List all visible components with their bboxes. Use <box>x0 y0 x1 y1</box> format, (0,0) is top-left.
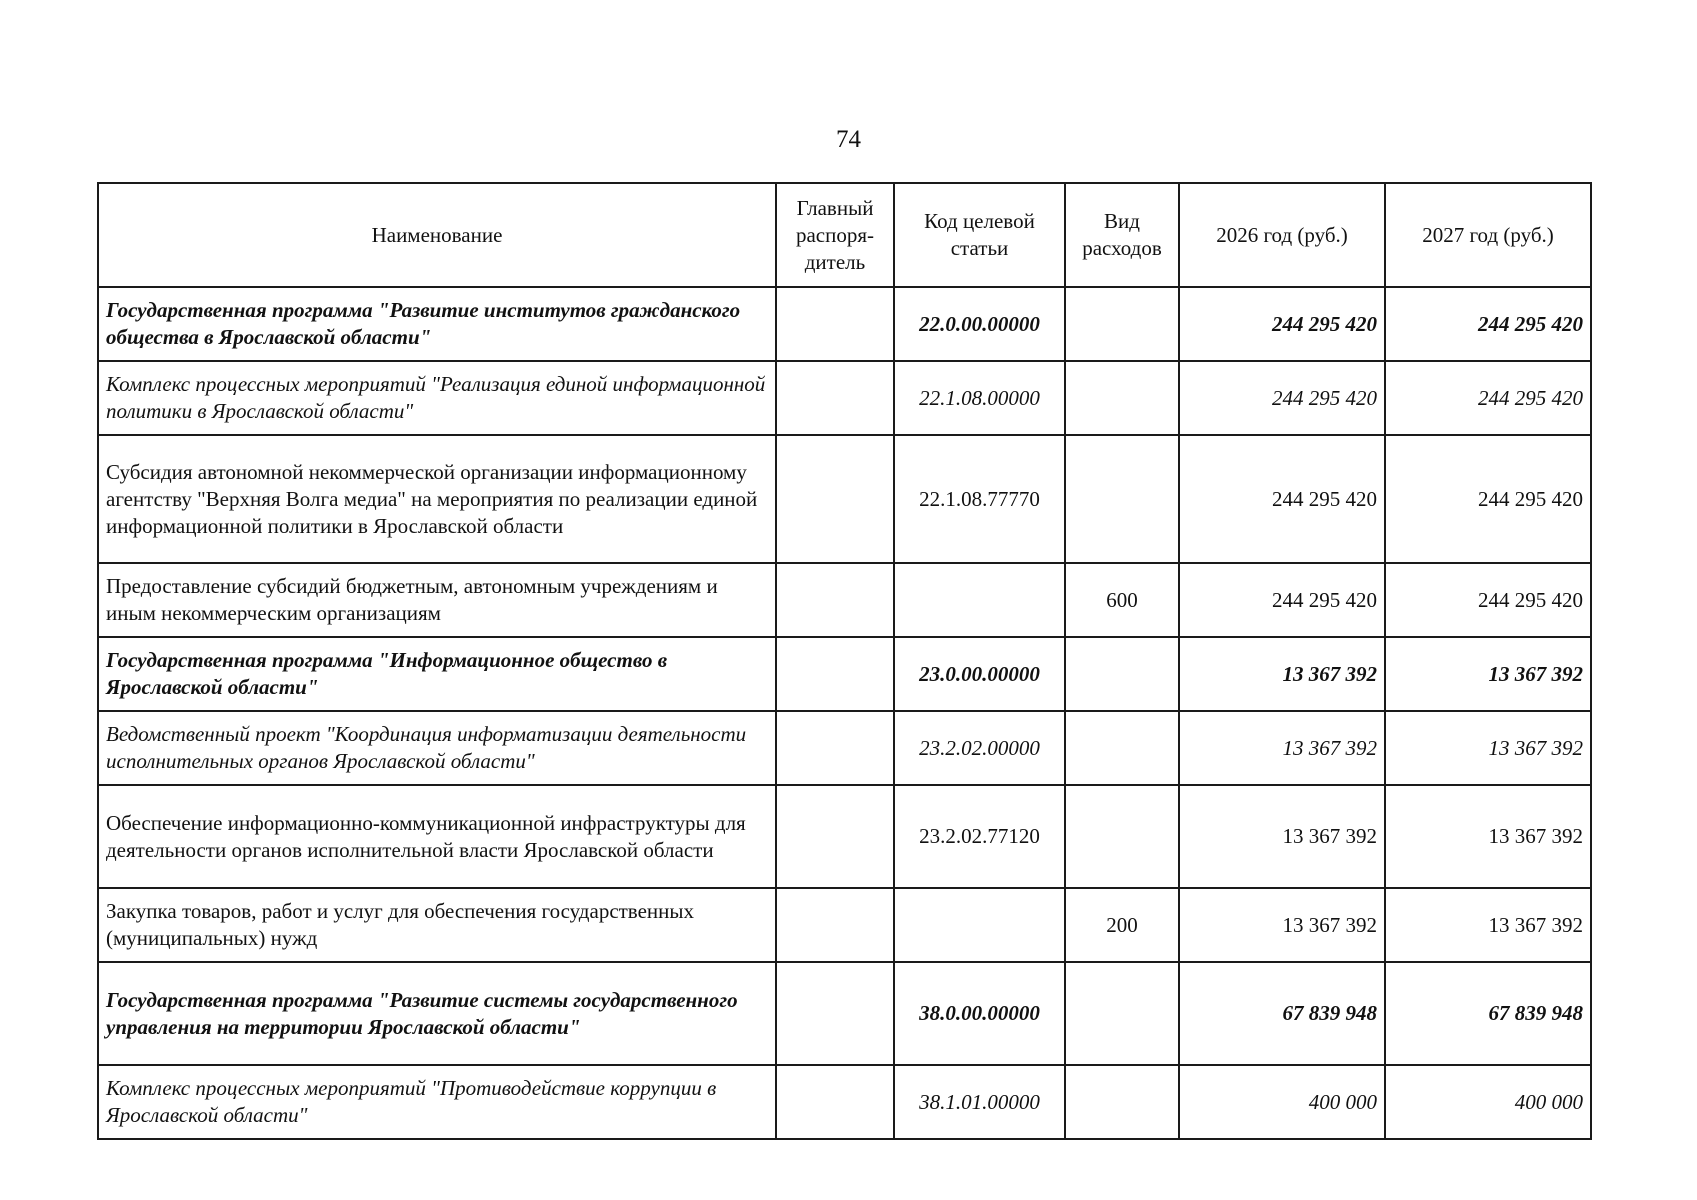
table-header-row <box>98 183 1591 287</box>
table-row <box>98 962 1591 1065</box>
row-year-2026: 67 839 948 <box>1179 962 1385 1065</box>
row-year-2027: 13 367 392 <box>1385 637 1591 711</box>
header-chief-manager: Главный распоря-дитель <box>776 183 894 287</box>
row-year-2026: 400 000 <box>1179 1065 1385 1139</box>
row-name: Ведомственный проект "Координация информатизации деятельности исполнительных органов Ярославской области" <box>98 711 776 785</box>
row-target-code: 22.1.08.00000 <box>894 361 1065 435</box>
row-year-2026: 244 295 420 <box>1179 287 1385 361</box>
row-chief-manager <box>776 962 894 1065</box>
row-name: Предоставление субсидий бюджетным, автономным учреждениям и иным некоммерческим организациям <box>98 563 776 637</box>
table-row <box>98 711 1591 785</box>
row-chief-manager <box>776 1065 894 1139</box>
table-row <box>98 637 1591 711</box>
row-year-2027: 244 295 420 <box>1385 435 1591 563</box>
row-expense-type <box>1065 361 1179 435</box>
table-row <box>98 435 1591 563</box>
header-year-2026: 2026 год (руб.) <box>1179 183 1385 287</box>
row-year-2026: 13 367 392 <box>1179 637 1385 711</box>
row-year-2026: 13 367 392 <box>1179 888 1385 962</box>
row-target-code: 22.0.00.00000 <box>894 287 1065 361</box>
row-year-2026: 13 367 392 <box>1179 785 1385 888</box>
row-expense-type <box>1065 287 1179 361</box>
row-year-2026: 244 295 420 <box>1179 361 1385 435</box>
table-row <box>98 287 1591 361</box>
row-target-code: 23.0.00.00000 <box>894 637 1065 711</box>
row-chief-manager <box>776 287 894 361</box>
row-year-2027: 13 367 392 <box>1385 888 1591 962</box>
row-expense-type <box>1065 637 1179 711</box>
row-expense-type <box>1065 962 1179 1065</box>
row-year-2027: 67 839 948 <box>1385 962 1591 1065</box>
page-number: 74 <box>836 126 861 153</box>
row-name: Комплекс процессных мероприятий "Противодействие коррупции в Ярославской области" <box>98 1065 776 1139</box>
row-year-2027: 13 367 392 <box>1385 711 1591 785</box>
row-target-code: 23.2.02.00000 <box>894 711 1065 785</box>
header-expense-type: Вид расходов <box>1065 183 1179 287</box>
table-row <box>98 361 1591 435</box>
row-target-code <box>894 563 1065 637</box>
table-row <box>98 888 1591 962</box>
row-target-code: 22.1.08.77770 <box>894 435 1065 563</box>
row-chief-manager <box>776 637 894 711</box>
row-chief-manager <box>776 711 894 785</box>
row-name: Государственная программа "Информационное общество в Ярославской области" <box>98 637 776 711</box>
row-target-code: 23.2.02.77120 <box>894 785 1065 888</box>
header-target-code: Код целевой статьи <box>894 183 1065 287</box>
row-name: Обеспечение информационно-коммуникационной инфраструктуры для деятельности органов исполнительной власти Ярославской области <box>98 785 776 888</box>
row-expense-type <box>1065 435 1179 563</box>
row-chief-manager <box>776 435 894 563</box>
row-year-2027: 400 000 <box>1385 1065 1591 1139</box>
row-year-2026: 244 295 420 <box>1179 435 1385 563</box>
row-expense-type <box>1065 1065 1179 1139</box>
row-year-2026: 13 367 392 <box>1179 711 1385 785</box>
row-year-2027: 244 295 420 <box>1385 287 1591 361</box>
row-chief-manager <box>776 361 894 435</box>
table-row <box>98 785 1591 888</box>
budget-table <box>97 182 1592 1140</box>
row-chief-manager <box>776 888 894 962</box>
row-chief-manager <box>776 563 894 637</box>
header-name: Наименование <box>98 183 776 287</box>
row-expense-type <box>1065 711 1179 785</box>
row-year-2027: 13 367 392 <box>1385 785 1591 888</box>
header-year-2027: 2027 год (руб.) <box>1385 183 1591 287</box>
table-row <box>98 1065 1591 1139</box>
row-name: Комплекс процессных мероприятий "Реализация единой информационной политики в Ярославской области" <box>98 361 776 435</box>
table-row <box>98 563 1591 637</box>
row-year-2026: 244 295 420 <box>1179 563 1385 637</box>
row-name: Государственная программа "Развитие институтов гражданского общества в Ярославской области" <box>98 287 776 361</box>
row-year-2027: 244 295 420 <box>1385 563 1591 637</box>
row-name: Государственная программа "Развитие системы государственного управления на территории Ярославской области" <box>98 962 776 1065</box>
row-chief-manager <box>776 785 894 888</box>
row-target-code <box>894 888 1065 962</box>
row-expense-type <box>1065 785 1179 888</box>
row-name: Закупка товаров, работ и услуг для обеспечения государственных (муниципальных) нужд <box>98 888 776 962</box>
row-target-code: 38.0.00.00000 <box>894 962 1065 1065</box>
row-expense-type: 200 <box>1065 888 1179 962</box>
row-year-2027: 244 295 420 <box>1385 361 1591 435</box>
row-target-code: 38.1.01.00000 <box>894 1065 1065 1139</box>
row-expense-type: 600 <box>1065 563 1179 637</box>
row-name: Субсидия автономной некоммерческой организации информационному агентству "Верхняя Волга медиа" на мероприятия по реализации единой информационной политики в Ярославской области <box>98 435 776 563</box>
